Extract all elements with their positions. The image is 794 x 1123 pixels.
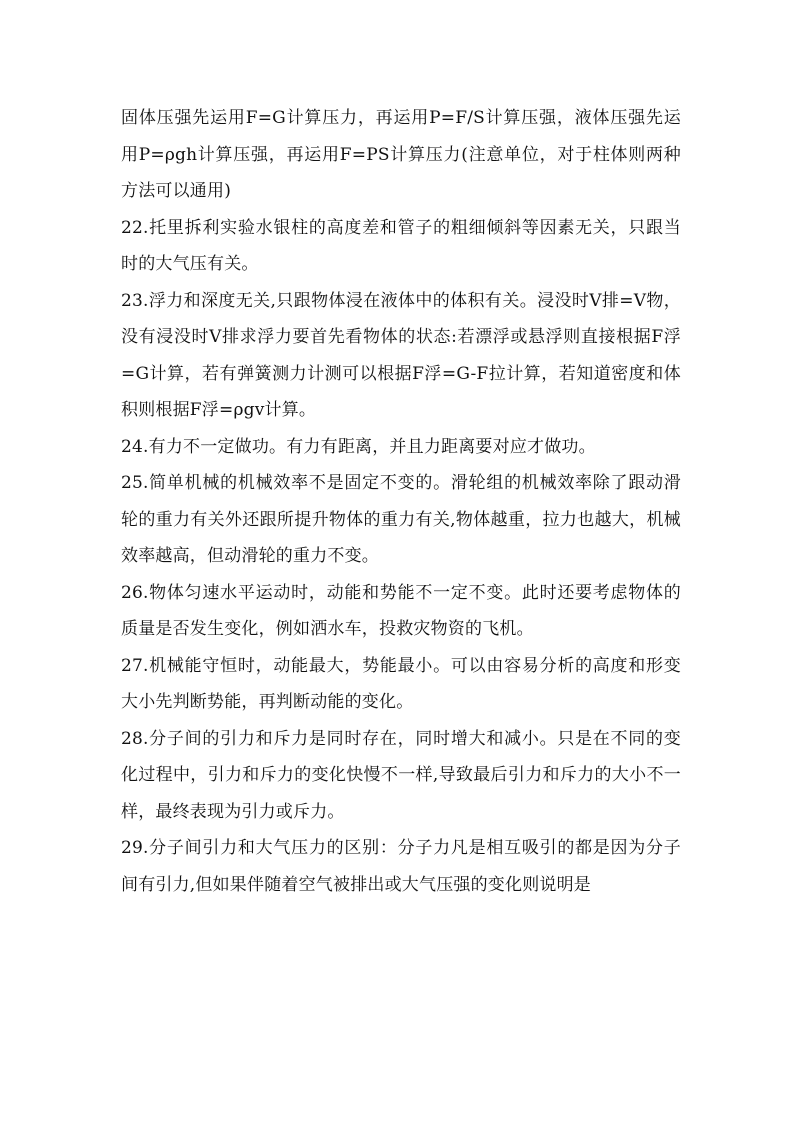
paragraph-22-torricelli: 22.托里拆利实验水银柱的高度差和管子的粗细倾斜等因素无关，只跟当时的大气压有关。 bbox=[121, 217, 681, 274]
paragraph-29-attraction-vs-pressure: 29.分子间引力和大气压力的区别：分子力凡是相互吸引的都是因为分子间有引力,但如果伴随着空气被排出或大气压强的变化则说明是 bbox=[121, 838, 681, 895]
paragraph-26-kinetic-potential: 26.物体匀速水平运动时，动能和势能不一定不变。此时还要考虑物体的质量是否发生变化，例如洒水车，投救灾物资的飞机。 bbox=[121, 582, 681, 639]
document-body bbox=[121, 100, 681, 903]
paragraph-25-efficiency: 25.简单机械的机械效率不是固定不变的。滑轮组的机械效率除了跟动滑轮的重力有关外还跟所提升物体的重力有关,物体越重，拉力也越大，机械效率越高，但动滑轮的重力不变。 bbox=[121, 473, 681, 566]
paragraph-27-mechanical-energy: 27.机械能守恒时，动能最大，势能最小。可以由容易分析的高度和形变大小先判断势能，再判断动能的变化。 bbox=[121, 655, 681, 712]
paragraph-pressure-calculation: 固体压强先运用F=G计算压力，再运用P=F/S计算压强，液体压强先运用P=ρgh计算压强，再运用F=PS计算压力(注意单位，对于柱体则两种方法可以通用) bbox=[121, 108, 681, 201]
paragraph-24-work: 24.有力不一定做功。有力有距离，并且力距离要对应才做功。 bbox=[121, 436, 596, 457]
paragraph-23-buoyancy: 23.浮力和深度无关,只跟物体浸在液体中的体积有关。浸没时V排=V物，没有浸没时V排求浮力要首先看物体的状态:若漂浮或悬浮则直接根据F浮=G计算，若有弹簧测力计测可以根据F浮=G-F拉计算，若知道密度和体积则根据F浮=ρgv计算。 bbox=[121, 290, 681, 420]
paragraph-28-molecular-forces: 28.分子间的引力和斥力是同时存在，同时增大和减小。只是在不同的变化过程中，引力和斥力的变化快慢不一样,导致最后引力和斥力的大小不一样，最终表现为引力或斥力。 bbox=[121, 728, 681, 822]
